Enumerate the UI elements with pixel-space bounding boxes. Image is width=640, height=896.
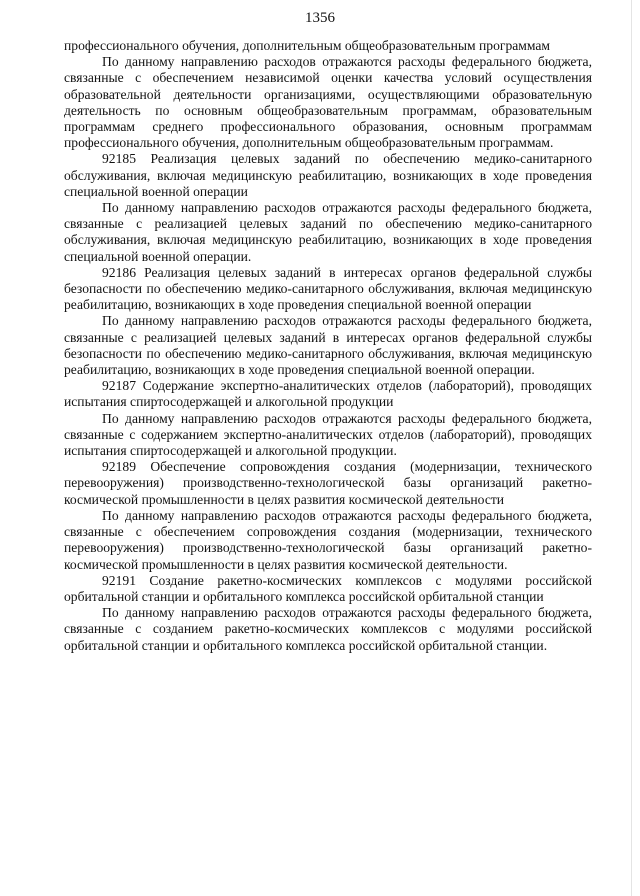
paragraph-body: По данному направлению расходов отражаются расходы федерального бюджета, связанные с обеспечением независимой оценки качества условий осуществления образовательной деятельности организациями, осуществляющими образовательную деятельность по основным общеобразовательным программам, образовательным программам среднего профессионального образования, основным программам профессионального обучения, дополнительным общеобразовательным программам. (64, 54, 592, 151)
section-heading-92185: 92185 Реализация целевых заданий по обеспечению медико-санитарного обслуживания, включая медицинскую реабилитацию, возникающих в ходе проведения специальной военной операции (64, 151, 592, 199)
paragraph-body: По данному направлению расходов отражаются расходы федерального бюджета, связанные с реализацией целевых заданий по обеспечению медико-санитарного обслуживания, включая медицинскую реабилитацию, возникающих в ходе проведения специальной военной операции. (64, 200, 592, 264)
paragraph-body: По данному направлению расходов отражаются расходы федерального бюджета, связанные с обеспечением сопровождения создания (модернизации, технического перевооружения) производственно-технологической базы организаций ракетно-космической промышленности в целях развития космической деятельности. (64, 507, 592, 572)
paragraph-continuation: профессионального обучения, дополнительным общеобразовательным программам (64, 38, 551, 53)
scan-edge-line (631, 0, 632, 896)
document-body (64, 38, 592, 654)
paragraph-body: По данному направлению расходов отражаются расходы федерального бюджета, связанные с содержанием экспертно-аналитических отделов (лабораторий), проводящих испытания спиртосодержащей и алкогольной продукции. (64, 410, 592, 459)
section-heading-92189: 92189 Обеспечение сопровождения создания (модернизации, технического перевооружения) производственно-технологической базы организаций ракетно-космической промышленности в целях развития космической деятельности (64, 459, 592, 507)
section-heading-92186: 92186 Реализация целевых заданий в интересах органов федеральной службы безопасности по обеспечению медико-санитарного обслуживания, включая медицинскую реабилитацию, возникающих в ходе проведения специальной военной операции (64, 264, 592, 313)
section-heading-92187: 92187 Содержание экспертно-аналитических отделов (лабораторий), проводящих испытания спиртосодержащей и алкогольной продукции (64, 378, 592, 410)
paragraph-body: По данному направлению расходов отражаются расходы федерального бюджета, связанные с реализацией целевых заданий в интересах органов федеральной службы безопасности по обеспечению медико-санитарного обслуживания, включая медицинскую реабилитацию, возникающих в ходе проведения специальной военной операции. (64, 313, 592, 378)
paragraph-body: По данному направлению расходов отражаются расходы федерального бюджета, связанные с созданием ракетно-космических комплексов с модулями российской орбитальной станции и орбитального комплекса российской орбитальной станции. (64, 605, 592, 653)
page-number: 1356 (305, 10, 335, 26)
section-heading-92191: 92191 Создание ракетно-космических комплексов с модулями российской орбитальной станции и орбитального комплекса российской орбитальной станции (64, 572, 592, 604)
